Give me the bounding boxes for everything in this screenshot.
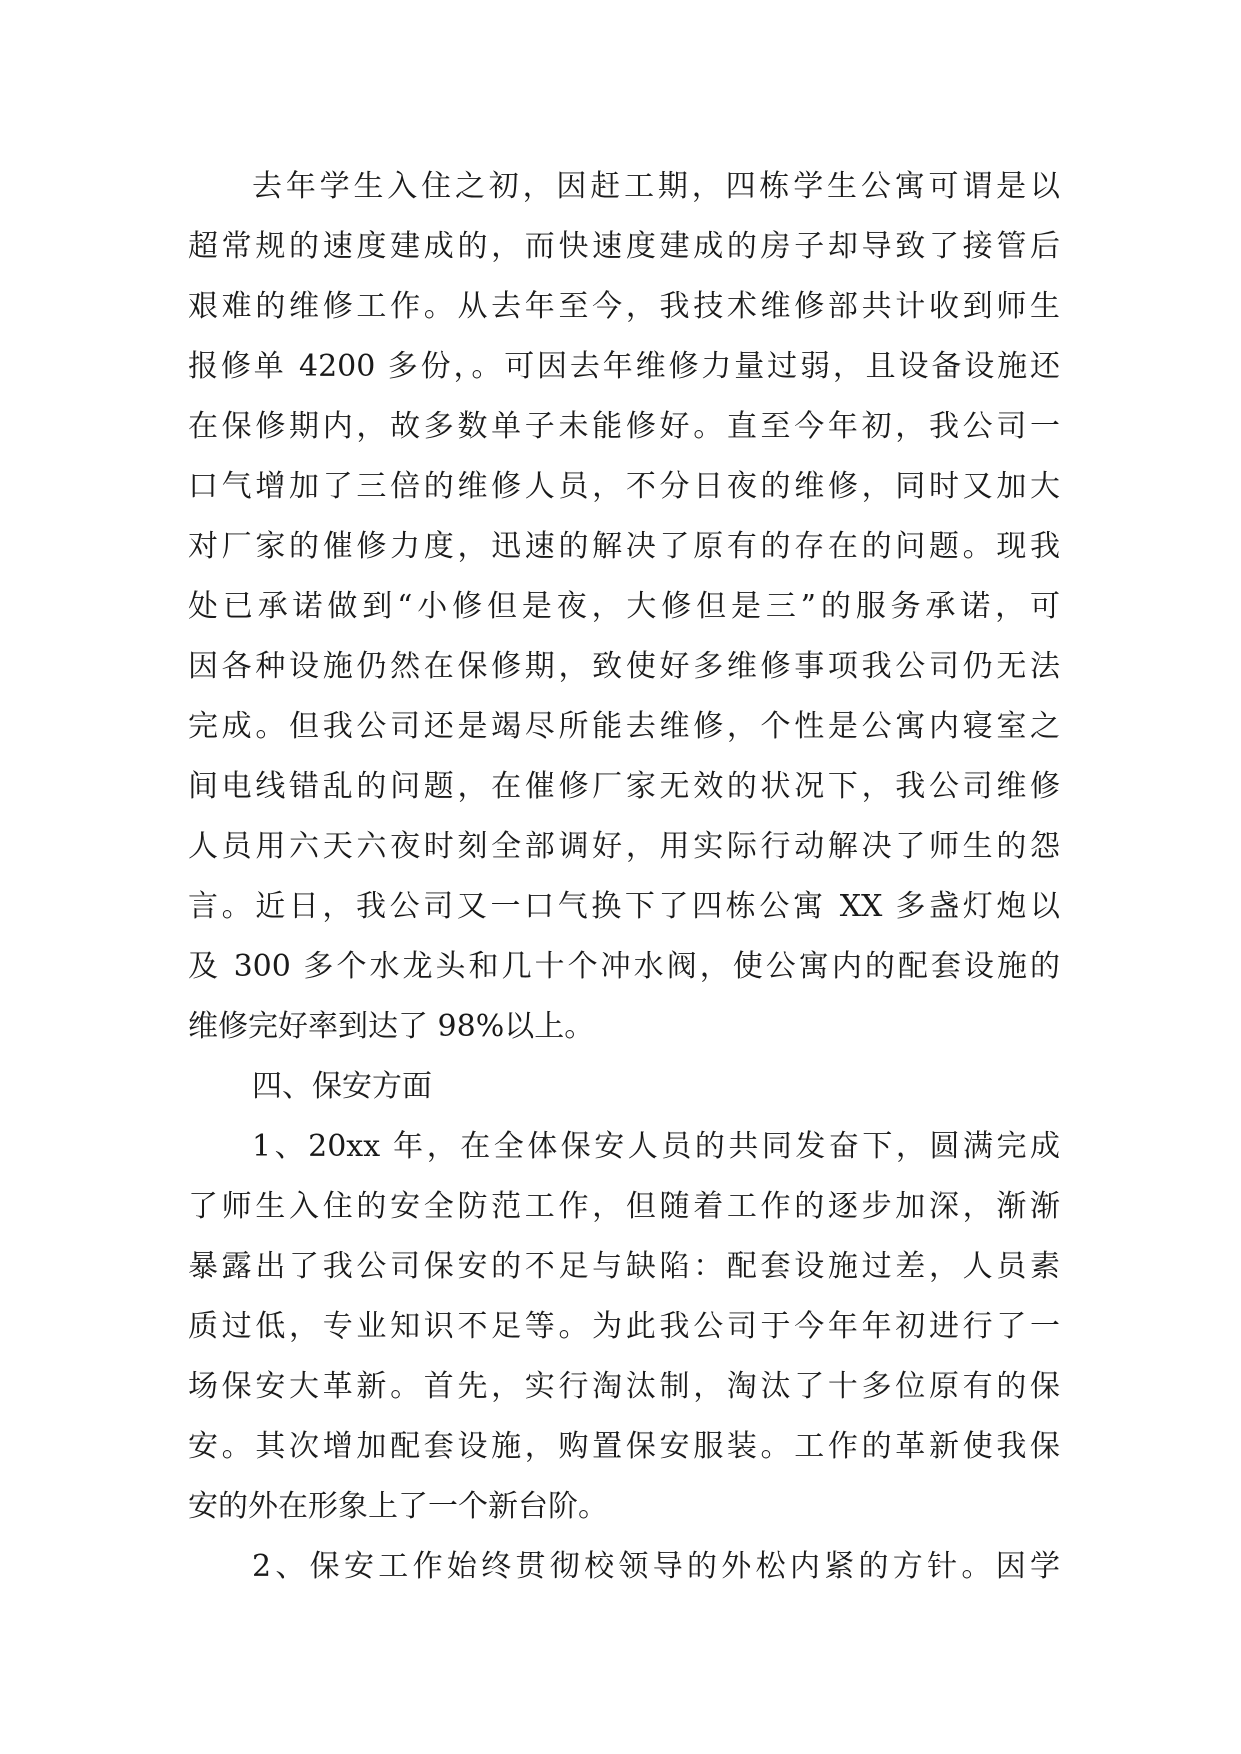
- text-line: 对厂家的催修力度，迅速的解决了原有的存在的问题。现我: [188, 529, 1060, 564]
- text-line: 去年学生入住之初，因赶工期，四栋学生公寓可谓是以: [252, 169, 1060, 204]
- text-line: 了师生入住的安全防范工作，但随着工作的逐步加深，渐渐: [188, 1189, 1060, 1224]
- text-line: 艰难的维修工作。从去年至今，我技术维修部共计收到师生: [188, 289, 1060, 324]
- text-line: 处已承诺做到“小修但是夜，大修但是三”的服务承诺，可: [188, 589, 1060, 624]
- text-line: 2、保安工作始终贯彻校领导的外松内紧的方针。因学: [252, 1549, 1060, 1584]
- text-line: 言。近日，我公司又一口气换下了四栋公寓 XX 多盏灯炮以: [188, 889, 1060, 924]
- text-line: 在保修期内，故多数单子未能修好。直至今年初，我公司一: [188, 409, 1060, 444]
- text-line: 维修完好率到达了 98%以上。: [188, 1009, 595, 1044]
- section-heading: 四、保安方面: [252, 1069, 432, 1104]
- text-line: 场保安大革新。首先，实行淘汰制，淘汰了十多位原有的保: [188, 1369, 1060, 1404]
- text-line: 口气增加了三倍的维修人员，不分日夜的维修，同时又加大: [188, 469, 1060, 504]
- text-line: 间电线错乱的问题，在催修厂家无效的状况下，我公司维修: [188, 769, 1060, 804]
- text-line: 质过低，专业知识不足等。为此我公司于今年年初进行了一: [188, 1309, 1060, 1344]
- text-line: 安。其次增加配套设施，购置保安服装。工作的革新使我保: [188, 1429, 1060, 1464]
- text-line: 暴露出了我公司保安的不足与缺陷：配套设施过差，人员素: [188, 1249, 1060, 1284]
- text-line: 安的外在形象上了一个新台阶。: [188, 1489, 608, 1524]
- text-line: 超常规的速度建成的，而快速度建成的房子却导致了接管后: [188, 229, 1060, 264]
- text-line: 因各种设施仍然在保修期，致使好多维修事项我公司仍无法: [188, 649, 1060, 684]
- text-line: 人员用六天六夜时刻全部调好，用实际行动解决了师生的怨: [188, 829, 1060, 864]
- text-line: 1、20xx 年，在全体保安人员的共同发奋下，圆满完成: [252, 1129, 1060, 1164]
- text-line: 报修单 4200 多份，。可因去年维修力量过弱，且设备设施还: [188, 349, 1060, 384]
- text-line: 及 300 多个水龙头和几十个冲水阀，使公寓内的配套设施的: [188, 949, 1060, 984]
- text-line: 完成。但我公司还是竭尽所能去维修，个性是公寓内寝室之: [188, 709, 1060, 744]
